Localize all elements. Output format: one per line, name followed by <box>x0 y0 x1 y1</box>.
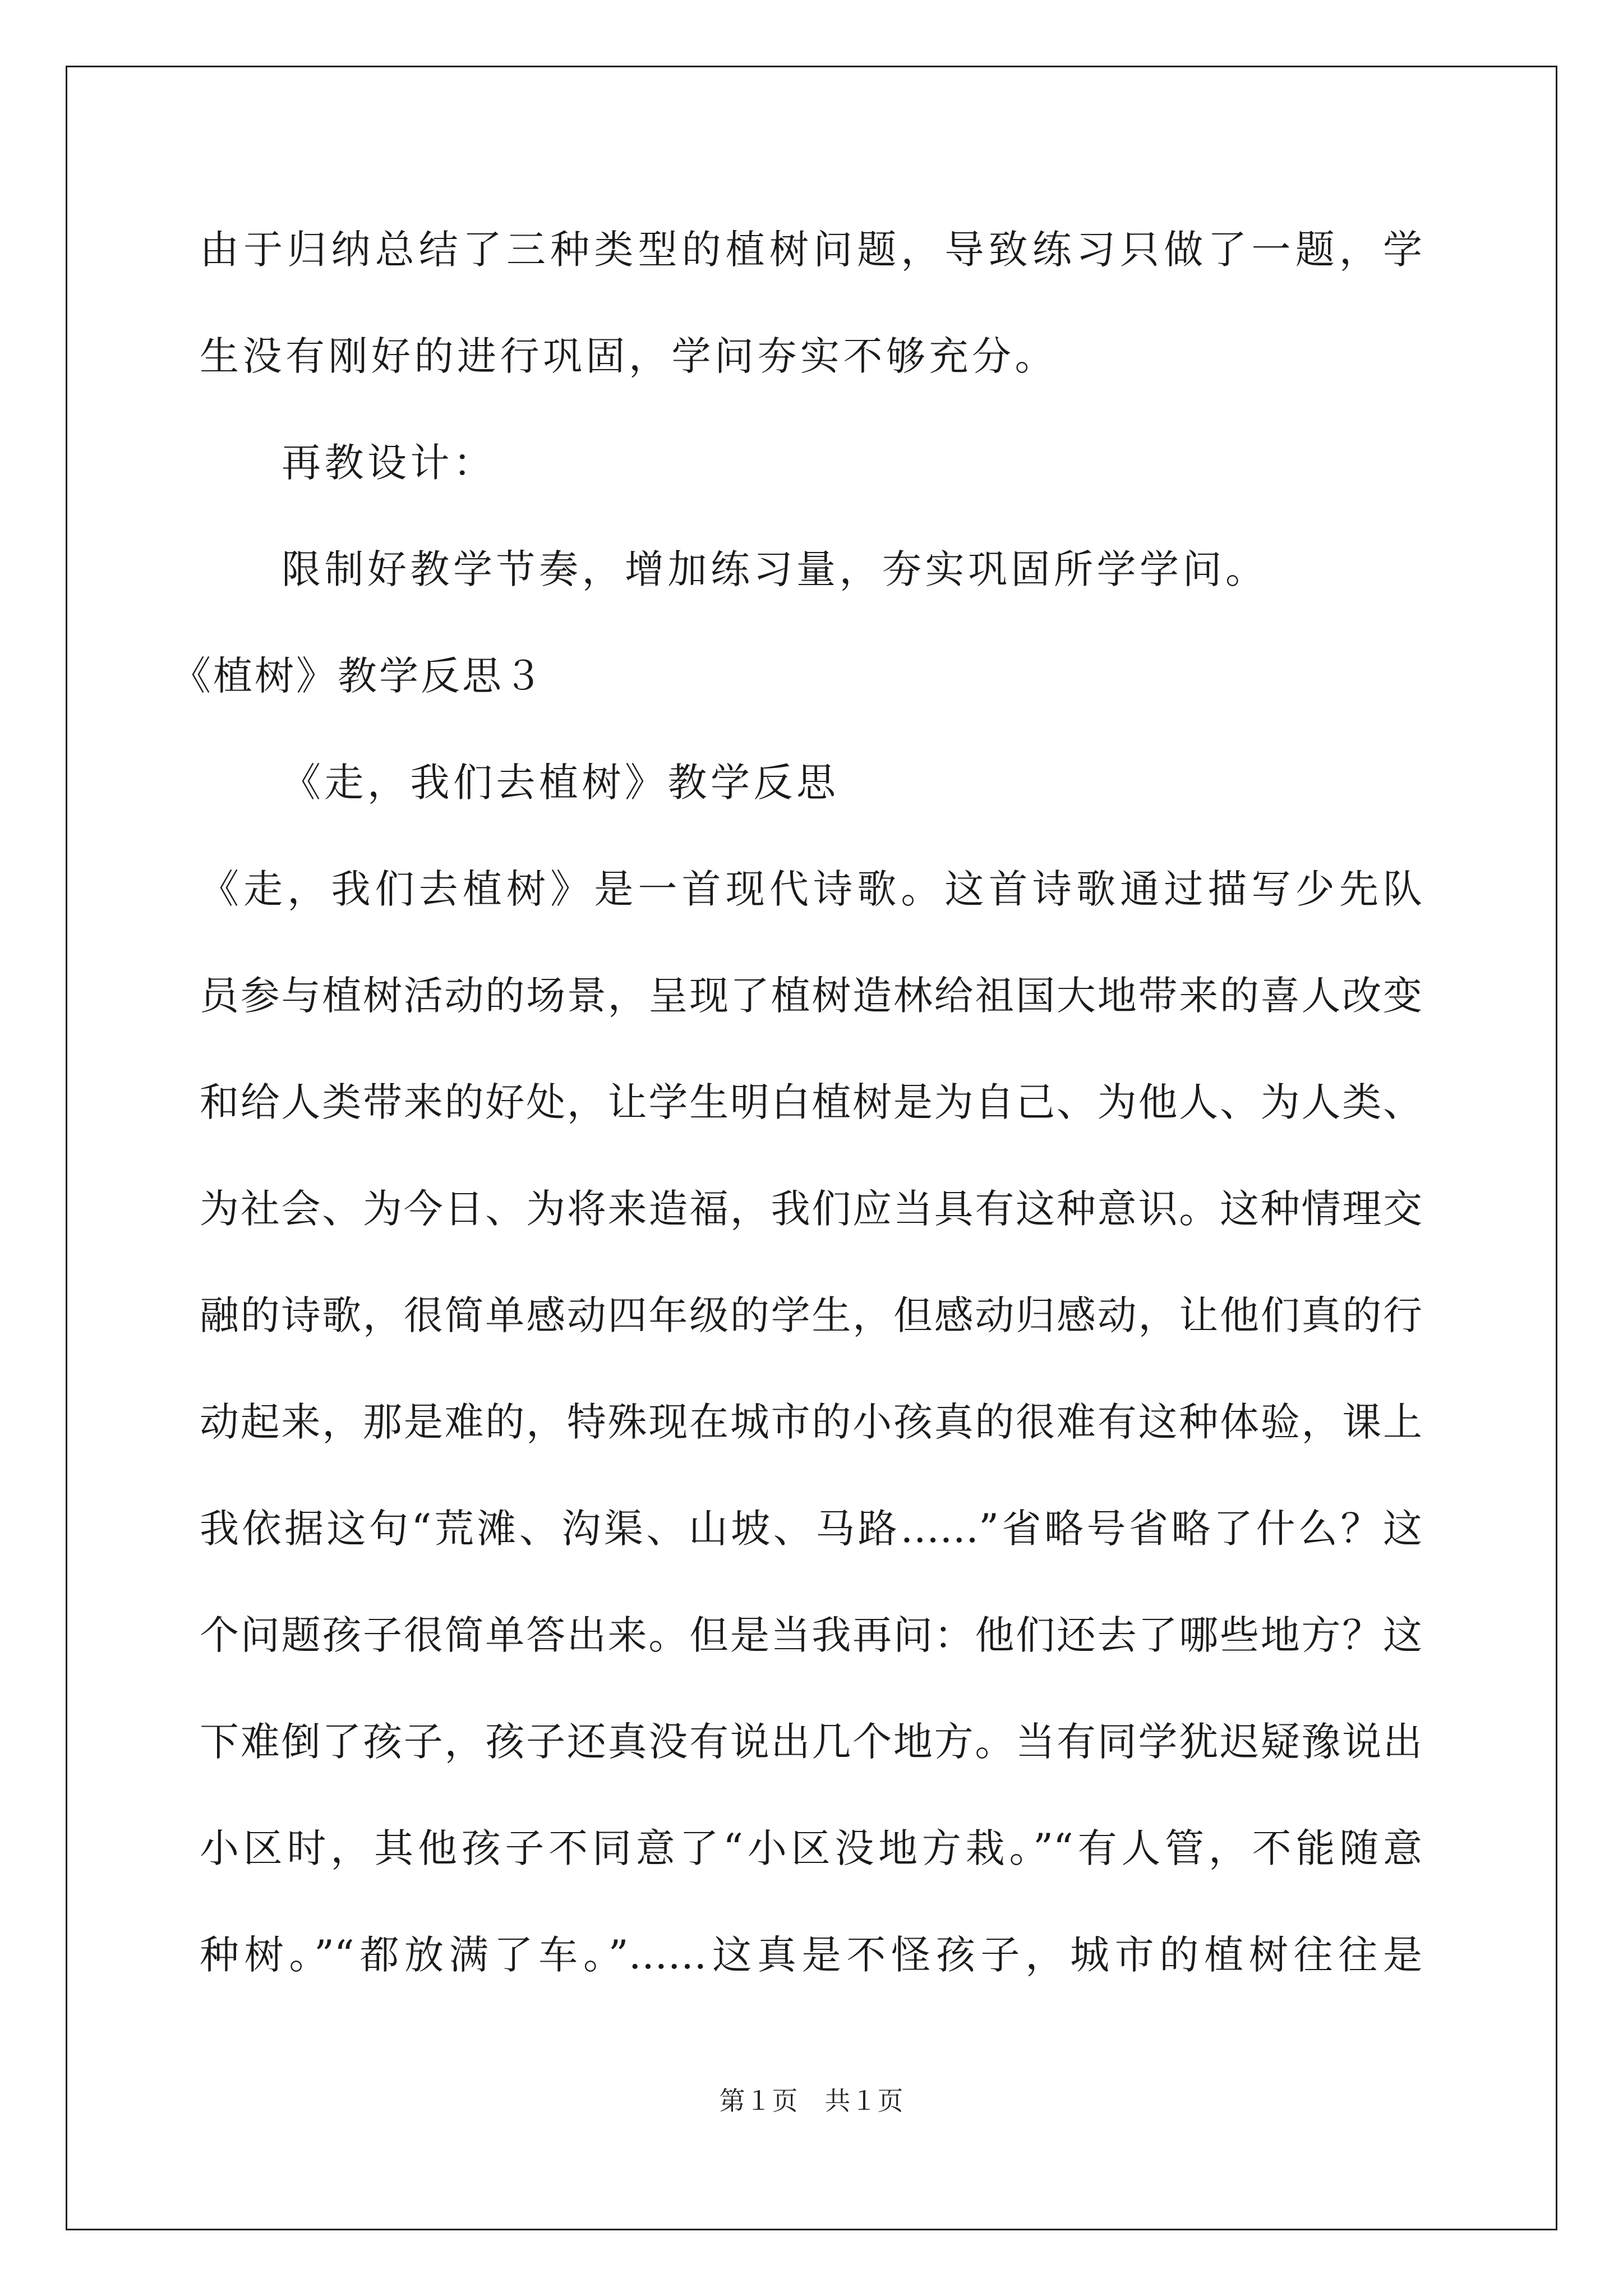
para4-line3: 和给人类带来的好处，让学生明白植树是为自己、为他人、为人类、 <box>200 1079 1422 1125</box>
para4-line4: 为社会、为今日、为将来造福，我们应当具有这种意识。这种情理交 <box>200 1186 1422 1232</box>
sub-heading: 《走，我们去植树》教学反思 <box>282 760 840 806</box>
para4-line2: 员参与植树活动的场景，呈现了植树造林给祖国大地带来的喜人改变 <box>200 973 1422 1019</box>
para4-line5: 融的诗歌，很简单感动四年级的学生，但感动归感动，让他们真的行 <box>200 1292 1422 1338</box>
para4-line6: 动起来，那是难的，特殊现在城市的小孩真的很难有这种体验，课上 <box>200 1399 1422 1445</box>
section-heading: 《植树》教学反思３ <box>172 653 545 699</box>
para1-line1: 由于归纳总结了三种类型的植树问题，导致练习只做了一题，学 <box>200 227 1422 273</box>
para3-line1: 限制好教学节奏，增加练习量，夯实巩固所学学问。 <box>282 546 1269 592</box>
para1-line2: 生没有刚好的进行巩固，学问夯实不够充分。 <box>200 333 1058 379</box>
para4-line7: 我依据这句“荒滩、沟渠、山坡、马路……”省略号省略了什么？这 <box>200 1506 1422 1552</box>
para4-line9: 下难倒了孩子，孩子还真没有说出几个地方。当有同学犹迟疑豫说出 <box>200 1719 1422 1765</box>
para4-line1: 《走，我们去植树》是一首现代诗歌。这首诗歌通过描写少先队 <box>200 866 1422 912</box>
para2-line1: 再教设计： <box>282 440 496 486</box>
page-border <box>66 66 1557 2230</box>
para4-line10: 小区时，其他孩子不同意了“小区没地方栽。”“有人管，不能随意 <box>200 1825 1422 1871</box>
page-footer: 第１页 共１页 <box>719 2086 904 2116</box>
para4-line11: 种树。”“都放满了车。”……这真是不怪孩子，城市的植树往往是 <box>200 1932 1422 1978</box>
para4-line8: 个问题孩子很简单答出来。但是当我再问：他们还去了哪些地方？这 <box>200 1612 1422 1658</box>
